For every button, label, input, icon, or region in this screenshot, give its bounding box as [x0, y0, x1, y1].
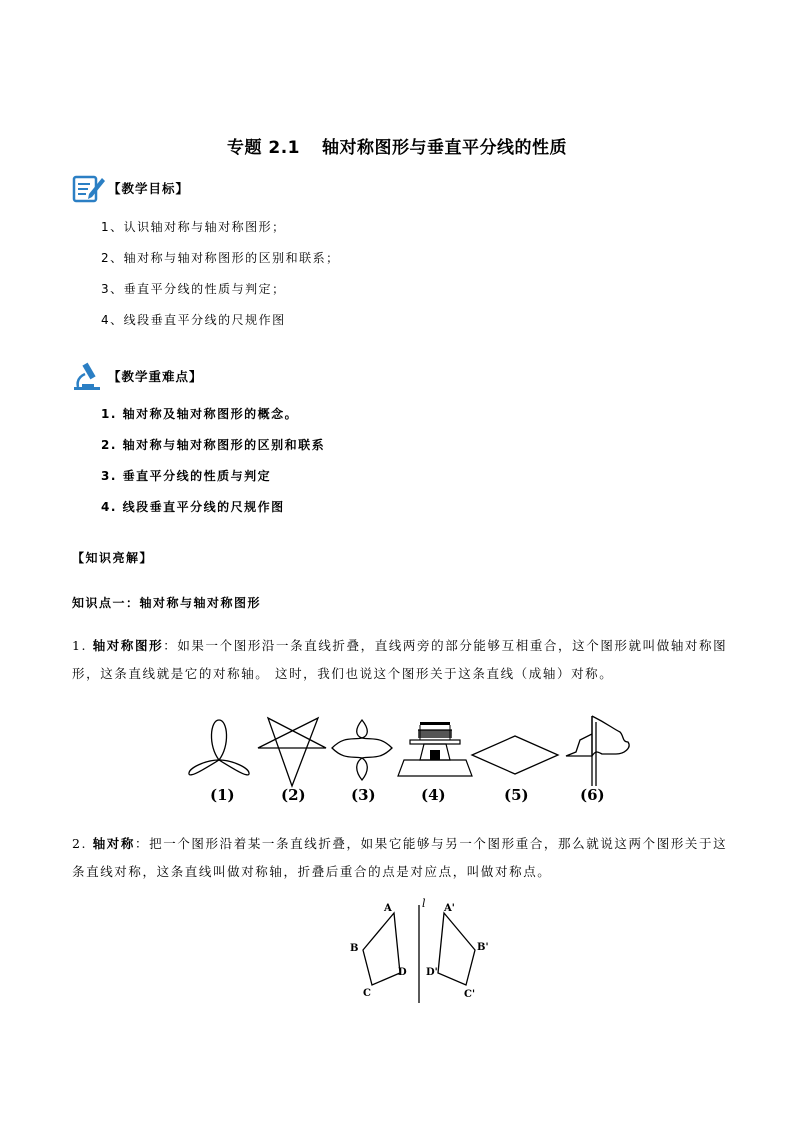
def1-term: 轴对称图形 [92, 638, 164, 653]
definition-axisymmetric-figure [72, 632, 728, 688]
figure-label: (4) [421, 786, 446, 804]
def1-line1: ：如果一个图形沿一条直线折叠，直线两旁的部分能够互相重合，这个图形就叫做轴对称图 [163, 638, 728, 653]
figure-label: (2) [281, 786, 306, 804]
point-label: A [384, 903, 392, 914]
rhombus-figure [470, 734, 560, 776]
point-label: B' [477, 942, 489, 953]
title-prefix: 专题 2.1 [226, 138, 301, 158]
def1-number: 1. [72, 638, 93, 653]
def2-line1: ：把一个图形沿着某一条直线折叠，如果它能够与另一个图形重合，那么就说这两个图形关于这 [135, 836, 728, 851]
notepad-pencil-icon [72, 172, 106, 204]
reflection-diagram [340, 895, 500, 1005]
objectives-heading [72, 172, 189, 204]
objective-item: 3、垂直平分线的性质与判定； [101, 282, 286, 296]
flag-figure [562, 714, 632, 788]
key-points-label: 【教学重难点】 [108, 369, 203, 384]
def2-line2: 条直线对称，这条直线叫做对称轴，折叠后重合的点是对应点，叫做对称点。 [72, 864, 552, 879]
objective-item: 1、认识轴对称与轴对称图形； [101, 220, 286, 234]
knowledge-point-1: 知识点一：轴对称与轴对称图形 [72, 596, 262, 610]
four-petal-figure [330, 718, 394, 784]
figure-label: (3) [351, 786, 376, 804]
point-label: B [350, 943, 359, 954]
axis-label: l [422, 897, 426, 910]
point-label: A' [444, 903, 455, 914]
point-label: C' [464, 989, 476, 1000]
microscope-icon [72, 360, 106, 392]
key-point-item: 4. 线段垂直平分线的尺规作图 [101, 500, 285, 514]
symmetric-figures-row [180, 712, 640, 812]
objectives-label: 【教学目标】 [108, 181, 190, 196]
knowledge-heading: 【知识亮解】 [72, 551, 154, 565]
title-main: 轴对称图形与垂直平分线的性质 [322, 138, 568, 158]
key-point-item: 3. 垂直平分线的性质与判定 [101, 469, 272, 483]
page-title [0, 133, 794, 158]
key-point-item: 1. 轴对称及轴对称图形的概念。 [101, 407, 299, 421]
figure-label: (1) [210, 786, 235, 804]
building-figure [396, 720, 474, 780]
def2-term: 轴对称 [92, 836, 136, 851]
point-label: C [363, 988, 371, 999]
figure-label: (5) [504, 786, 529, 804]
key-points-heading [72, 360, 203, 392]
quadrilateral-left [363, 913, 400, 985]
three-petal-figure [186, 716, 252, 786]
key-point-item: 2. 轴对称与轴对称图形的区别和联系 [101, 438, 326, 452]
star-figure [256, 714, 328, 788]
objective-item: 2、轴对称与轴对称图形的区别和联系； [101, 251, 340, 265]
point-label: D' [426, 967, 438, 978]
definition-axial-symmetry [72, 830, 728, 886]
def1-line2: 形，这条直线就是它的对称轴。 这时，我们也说这个图形关于这条直线（成轴）对称。 [72, 666, 614, 681]
point-label: D [398, 967, 407, 978]
objective-item: 4、线段垂直平分线的尺规作图 [101, 313, 286, 327]
figure-label: (6) [580, 786, 605, 804]
quadrilateral-right [438, 913, 475, 985]
def2-number: 2. [72, 836, 93, 851]
